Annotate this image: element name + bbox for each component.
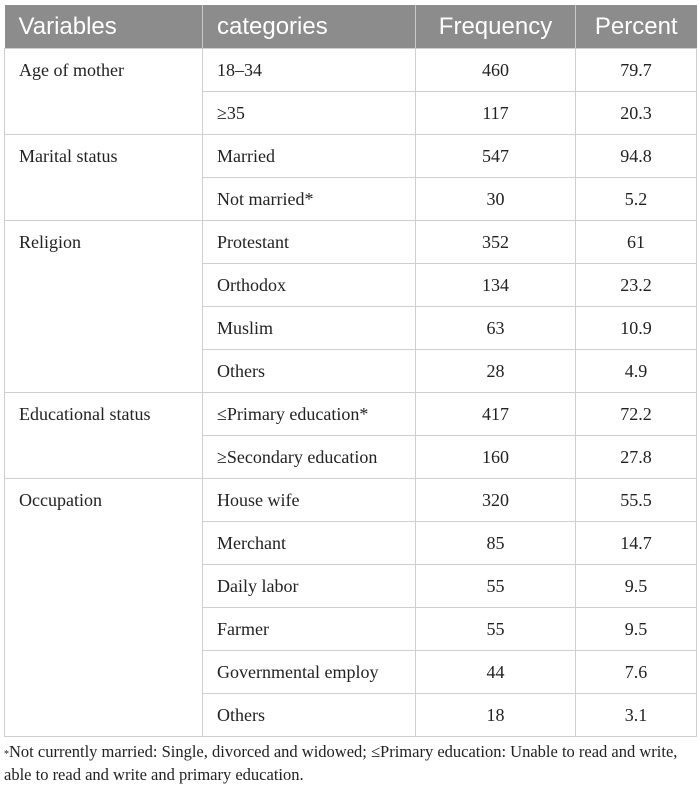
table-row [5, 479, 697, 522]
frequency-cell: 85 [416, 522, 576, 565]
frequency-cell: 160 [416, 436, 576, 479]
percent-cell: 27.8 [576, 436, 697, 479]
frequency-cell: 55 [416, 608, 576, 651]
percent-cell: 14.7 [576, 522, 697, 565]
percent-cell: 79.7 [576, 49, 697, 92]
percent-cell: 7.6 [576, 651, 697, 694]
category-cell: ≤Primary education* [203, 393, 416, 436]
frequency-cell: 117 [416, 92, 576, 135]
variable-cell: Occupation [5, 479, 203, 737]
frequency-cell: 55 [416, 565, 576, 608]
footnote-marker: * [4, 749, 9, 760]
variable-cell: Marital status [5, 135, 203, 221]
data-table-wrapper [4, 5, 696, 737]
frequency-cell: 44 [416, 651, 576, 694]
category-cell: Daily labor [203, 565, 416, 608]
category-cell: Farmer [203, 608, 416, 651]
category-cell: 18–34 [203, 49, 416, 92]
frequency-cell: 320 [416, 479, 576, 522]
header-percent: Percent [576, 5, 697, 49]
percent-cell: 9.5 [576, 565, 697, 608]
header-frequency: Frequency [416, 5, 576, 49]
variable-cell: Educational status [5, 393, 203, 479]
frequency-cell: 28 [416, 350, 576, 393]
table-body [5, 49, 697, 737]
category-cell: Not married* [203, 178, 416, 221]
table-footnote [4, 740, 694, 786]
category-cell: ≥35 [203, 92, 416, 135]
frequency-cell: 134 [416, 264, 576, 307]
category-cell: ≥Secondary education [203, 436, 416, 479]
frequency-cell: 547 [416, 135, 576, 178]
category-cell: Orthodox [203, 264, 416, 307]
percent-cell: 5.2 [576, 178, 697, 221]
demographics-table [4, 5, 697, 737]
table-row [5, 393, 697, 436]
percent-cell: 55.5 [576, 479, 697, 522]
table-row [5, 135, 697, 178]
table-row [5, 49, 697, 92]
percent-cell: 72.2 [576, 393, 697, 436]
variable-cell: Age of mother [5, 49, 203, 135]
variable-cell: Religion [5, 221, 203, 393]
category-cell: Merchant [203, 522, 416, 565]
category-cell: Governmental employ [203, 651, 416, 694]
category-cell: Muslim [203, 307, 416, 350]
category-cell: Others [203, 694, 416, 737]
frequency-cell: 460 [416, 49, 576, 92]
header-row [5, 5, 697, 49]
frequency-cell: 18 [416, 694, 576, 737]
table-row [5, 221, 697, 264]
frequency-cell: 417 [416, 393, 576, 436]
category-cell: Married [203, 135, 416, 178]
category-cell: Protestant [203, 221, 416, 264]
percent-cell: 4.9 [576, 350, 697, 393]
header-variables: Variables [5, 5, 203, 49]
percent-cell: 94.8 [576, 135, 697, 178]
frequency-cell: 352 [416, 221, 576, 264]
footnote-text: Not currently married: Single, divorced and widowed; ≤Primary education: Unable to read and write, able to read and write and primary education. [4, 742, 678, 784]
category-cell: Others [203, 350, 416, 393]
frequency-cell: 63 [416, 307, 576, 350]
percent-cell: 20.3 [576, 92, 697, 135]
category-cell: House wife [203, 479, 416, 522]
header-categories: categories [203, 5, 416, 49]
table-header [5, 5, 697, 49]
frequency-cell: 30 [416, 178, 576, 221]
percent-cell: 9.5 [576, 608, 697, 651]
percent-cell: 3.1 [576, 694, 697, 737]
percent-cell: 61 [576, 221, 697, 264]
percent-cell: 10.9 [576, 307, 697, 350]
percent-cell: 23.2 [576, 264, 697, 307]
